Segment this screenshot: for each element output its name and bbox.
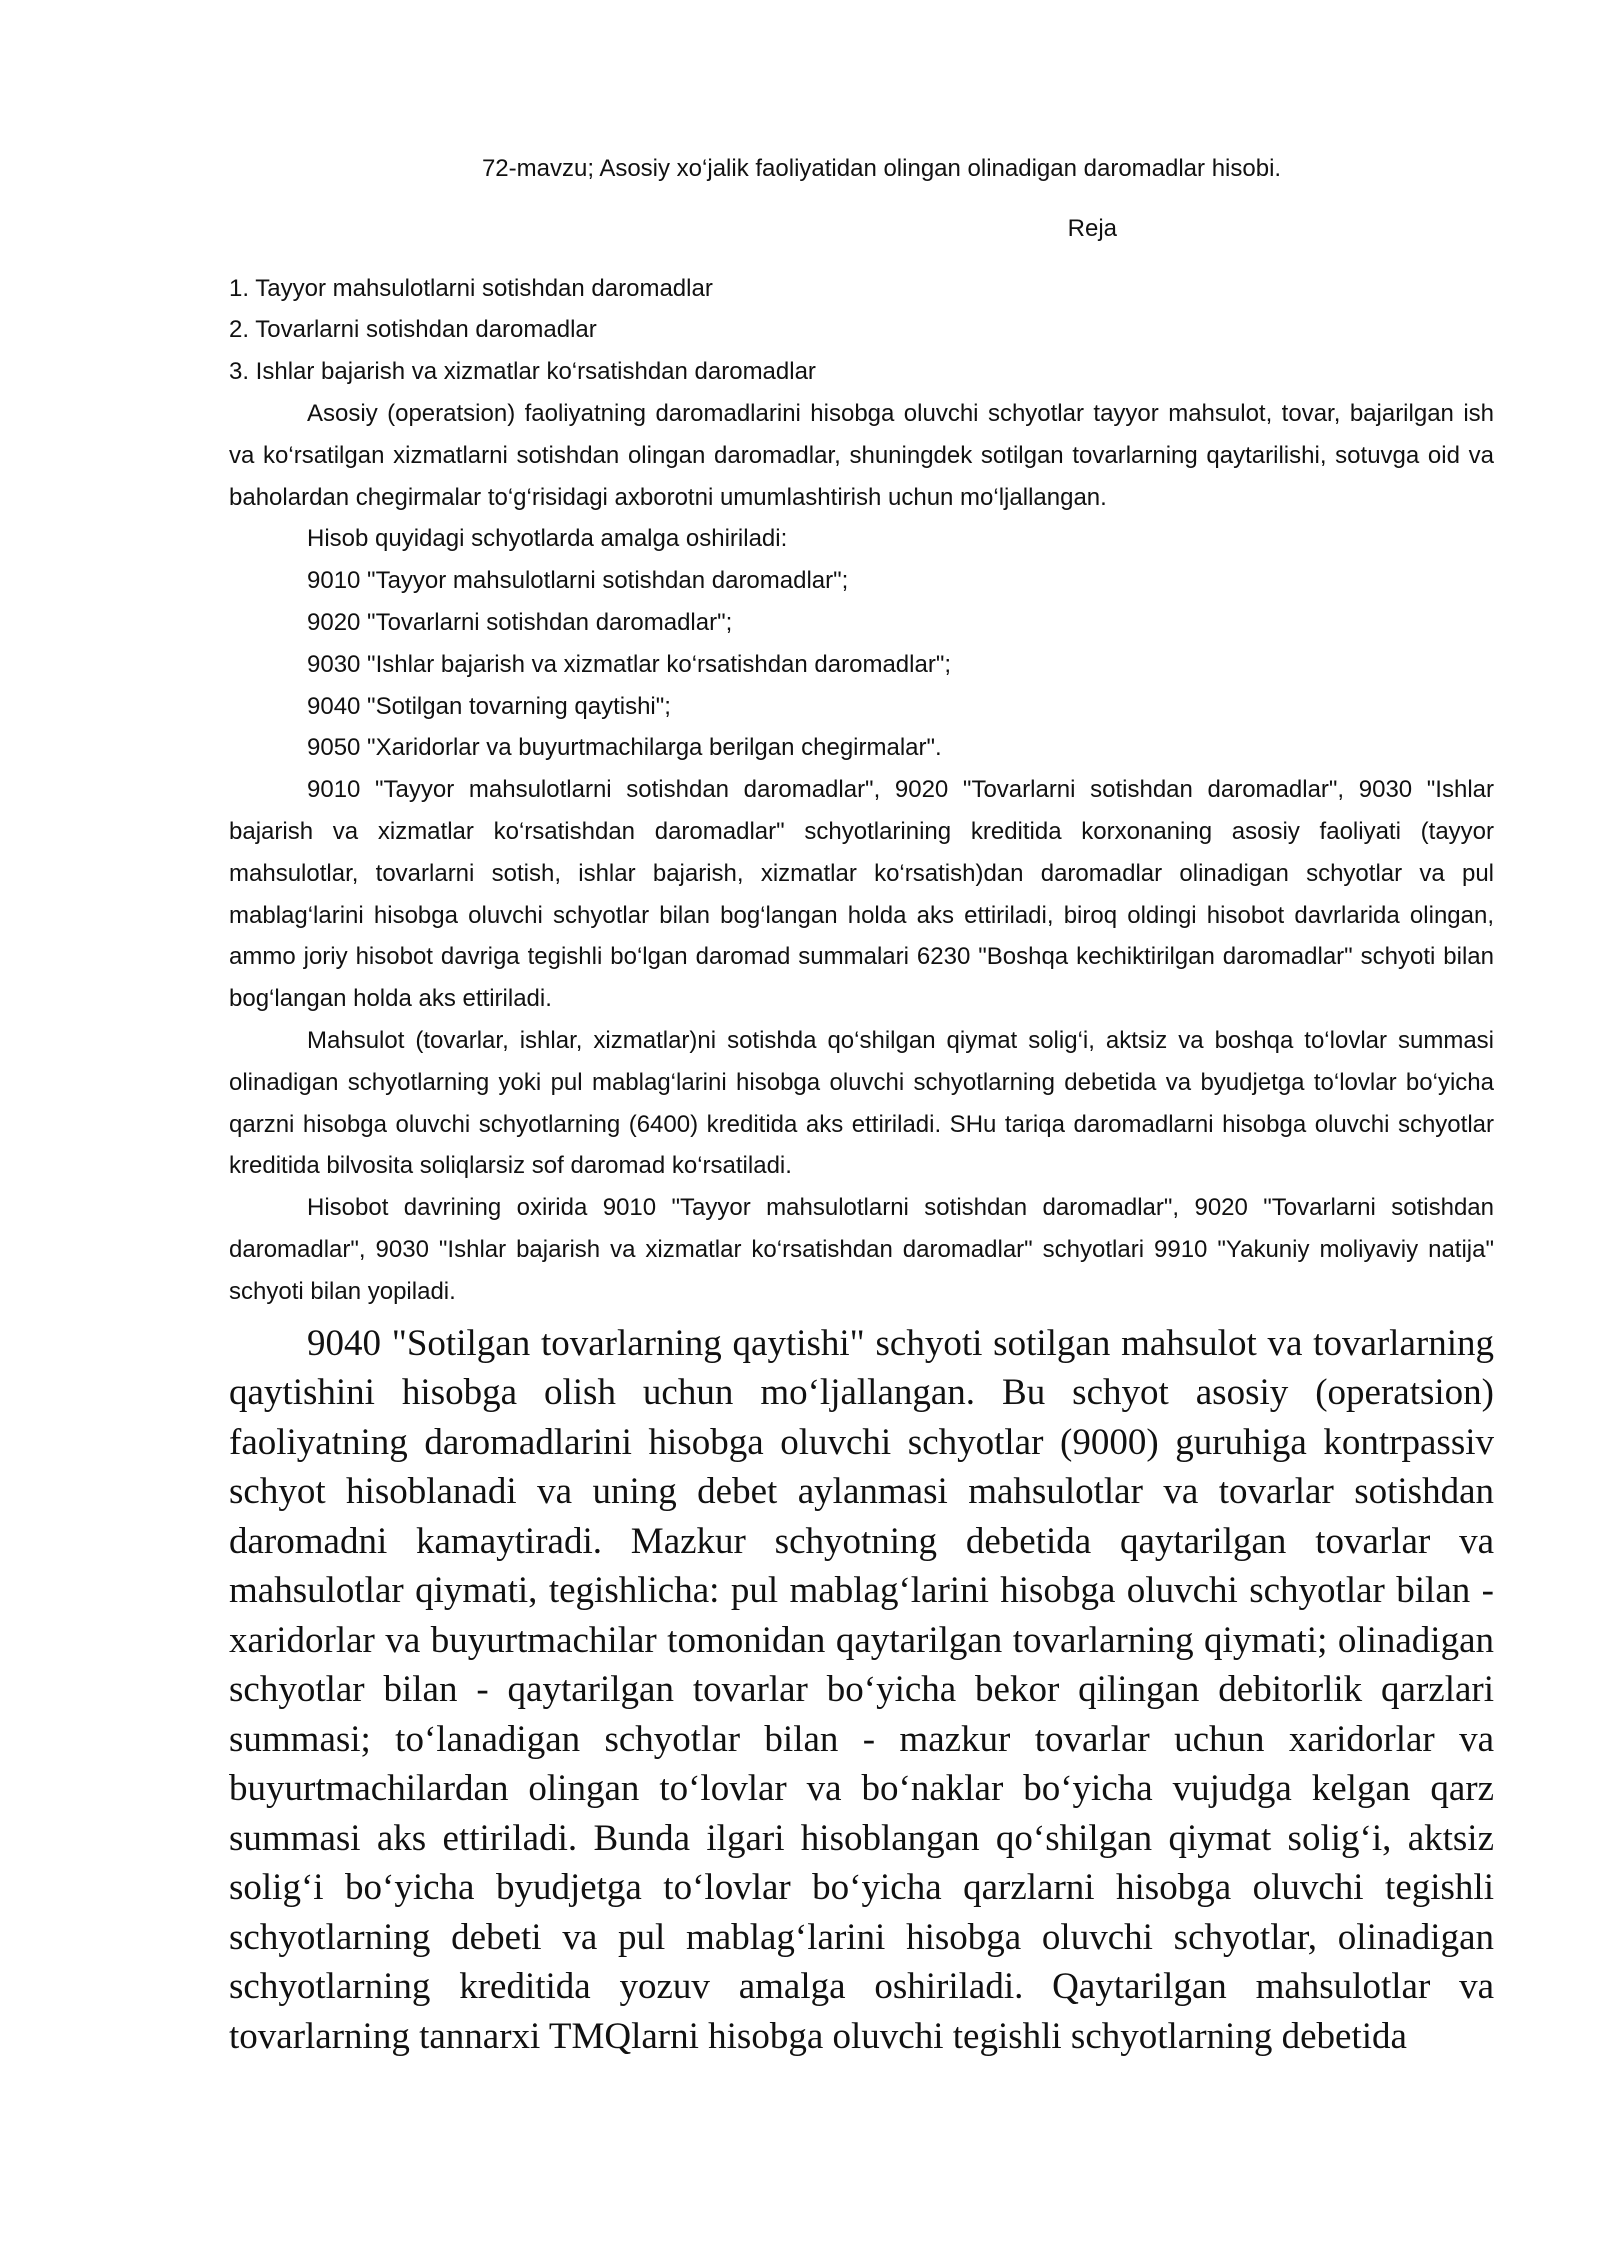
plan-heading: Reja <box>1067 214 1117 242</box>
account-item: 9050 "Xaridorlar va buyurtmachilarga berilgan chegirmalar". <box>307 734 942 762</box>
account-item: 9010 "Tayyor mahsulotlarni sotishdan daromadlar"; <box>307 567 849 595</box>
page-title: 72-mavzu; Asosiy xo‘jalik faoliyatidan olingan olinadigan daromadlar hisobi. <box>481 155 1282 182</box>
document-page <box>229 148 1494 2061</box>
returns-paragraph: 9040 "Sotilgan tovarlarning qaytishi" schyoti sotilgan mahsulot va tovarlarning qaytishini hisobga olish uchun mo‘ljallangan. Bu schyot asosiy (operatsion) faoliyatning daromadlarini hisobga oluvchi schyotlar (9000) guruhiga kontrpassiv schyot hisoblanadi va uning debet aylanmasi mahsulotlar va tovarlar sotishdan daromadni kamaytiradi. Mazkur schyotning debetida qaytarilgan tovarlar va mahsulotlar qiymati, tegishlicha: pul mablag‘larini hisobga oluvchi schyotlar bilan - xaridorlar va buyurtmachilar tomonidan qaytarilgan tovarlarning qiymati; olinadigan schyotlar bilan - qaytarilgan tovarlar bo‘yicha bekor qilingan debitorlik qarzlari summasi; to‘lanadigan schyotlar bilan - mazkur tovarlar uchun xaridorlar va buyurtmachilardan olingan to‘lovlar va bo‘naklar bo‘yicha vujudga kelgan qarz summasi aks ettiriladi. Bunda ilgari hisoblangan qo‘shilgan qiymat solig‘i, aktsiz solig‘i bo‘yicha byudjetga to‘lovlar bo‘yicha qarzlarni hisobga oluvchi tegishli schyotlarning debeti va pul mablag‘larini hisobga oluvchi schyotlar, olinadigan schyotlarning kreditida yozuv amalga oshiriladi. Qaytarilgan mahsulotlar va tovarlarning tannarxi TMQlarni hisobga oluvchi tegishli schyotlarning debetida <box>229 1322 1494 2057</box>
accounts-heading: Hisob quyidagi schyotlarda amalga oshiriladi: <box>307 525 788 553</box>
intro-paragraph: Asosiy (operatsion) faoliyatning daromadlarini hisobga oluvchi schyotlar tayyor mahsulot, tovar, bajarilgan ish va ko‘rsatilgan xizmatlarni sotishdan olingan daromadlar, shuningdek sotilgan tovarlarning qaytarilishi, sotuvga oid va baholardan chegirmalar to‘g‘risidagi axborotni umumlashtirish uchun mo‘ljallangan. <box>229 399 1494 511</box>
vat-paragraph: Mahsulot (tovarlar, ishlar, xizmatlar)ni sotishda qo‘shilgan qiymat solig‘i, aktsiz va boshqa to‘lovlar summasi olinadigan schyotlarning yoki pul mablag‘larini hisobga oluvchi schyotlarning debetida va byudjetga to‘lovlar bo‘yicha qarzni hisobga oluvchi schyotlarning (6400) kreditida aks ettiriladi. SHu tariqa daromadlarni hisobga oluvchi schyotlar kreditida bilvosita soliqlarsiz sof daromad ko‘rsatiladi. <box>229 1026 1494 1180</box>
plan-item: 2. Tovarlarni sotishdan daromadlar <box>229 316 597 344</box>
closing-paragraph: Hisobot davrining oxirida 9010 "Tayyor mahsulotlarni sotishdan daromadlar", 9020 "Tovarlarni sotishdan daromadlar", 9030 "Ishlar bajarish va xizmatlar ko‘rsatishdan daromadlar" schyotlari 9910 "Yakuniy moliyaviy natija" schyoti bilan yopiladi. <box>229 1194 1494 1305</box>
account-item: 9020 "Tovarlarni sotishdan daromadlar"; <box>307 608 733 636</box>
account-item: 9030 "Ishlar bajarish va xizmatlar ko‘rsatishdan daromadlar"; <box>307 650 952 678</box>
plan-item: 1. Tayyor mahsulotlarni sotishdan daromadlar <box>229 274 713 302</box>
credit-paragraph: 9010 "Tayyor mahsulotlarni sotishdan daromadlar", 9020 "Tovarlarni sotishdan daromadlar", 9030 "Ishlar bajarish va xizmatlar ko‘rsatishdan daromadlar" schyotlarining kreditida korxonaning asosiy faoliyati (tayyor mahsulotlar, tovarlarni sotish, ishlar bajarish, xizmatlar ko‘rsatish)dan daromadlar olinadigan schyotlar va pul mablag‘larini hisobga oluvchi schyotlar bilan bog‘langan holda aks ettiriladi, biroq oldingi hisobot davrlarida olingan, ammo joriy hisobot davriga tegishli bo‘lgan daromad summalari 6230 "Boshqa kechiktirilgan daromadlar" schyoti bilan bog‘langan holda aks ettiriladi. <box>229 776 1494 1013</box>
account-item: 9040 "Sotilgan tovarning qaytishi"; <box>307 692 671 720</box>
plan-item: 3. Ishlar bajarish va xizmatlar ko‘rsatishdan daromadlar <box>229 358 816 386</box>
